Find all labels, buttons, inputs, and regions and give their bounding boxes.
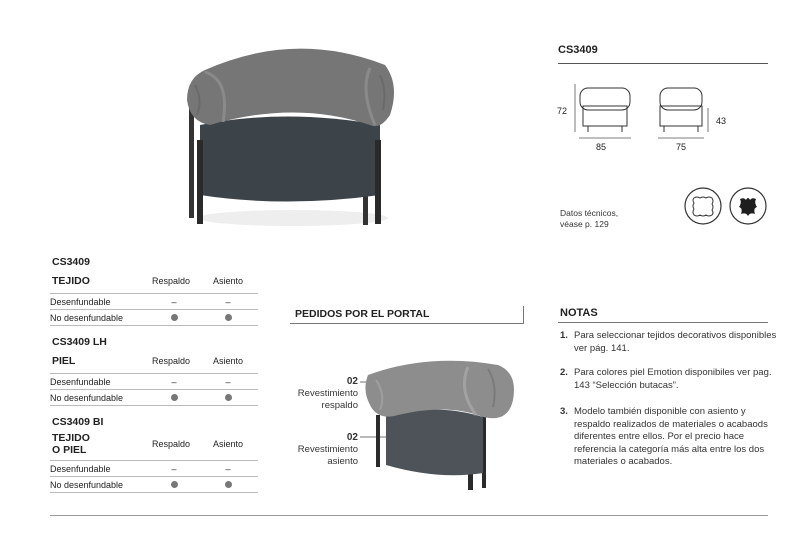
note-item-3: [560, 406, 790, 486]
cell-seat: [198, 390, 258, 406]
cell-seat: –: [198, 374, 258, 390]
bottom-rule: [50, 515, 768, 516]
table-row: [50, 461, 258, 477]
table3-material: [52, 432, 90, 456]
armchair-photo: [175, 30, 420, 235]
row-label: Desenfundable: [50, 461, 150, 477]
table-row: [50, 477, 258, 493]
leather-icon: [728, 186, 768, 226]
front-width-label: 85: [596, 142, 607, 152]
available-dot: [225, 394, 232, 401]
fabric-icon: [683, 186, 723, 226]
front-height-label: 72: [557, 106, 568, 116]
available-dot: [171, 394, 178, 401]
table3-material-line2: O PIEL: [52, 444, 87, 456]
table2-model: CS3409 LH: [52, 336, 107, 348]
note-item-2: [560, 367, 790, 393]
technical-note-line1: Datos técnicos,: [560, 208, 619, 218]
portal-title-rule-end: [523, 306, 524, 324]
seat-label-line2: asiento: [327, 456, 358, 467]
portal-title: PEDIDOS POR EL PORTAL: [295, 308, 430, 320]
table1-model: CS3409: [52, 256, 90, 268]
note-item-1: [560, 330, 790, 356]
available-dot: [171, 481, 178, 488]
note-text: Modelo también disponible con asiento y respaldo realizados de materiales o acabaods diferentes entre ellos. Por el precio hace referencia la categoría más alta entre los dos materiales o acabados.: [574, 406, 768, 467]
backrest-label-line2: respaldo: [321, 400, 358, 411]
table1: [50, 293, 258, 326]
row-label: No desenfundable: [50, 310, 150, 326]
side-depth-label: 75: [676, 142, 687, 152]
note-text: Para colores piel Emotion disponibiles ver pag. 143 “Selección butacas”.: [574, 367, 772, 391]
available-dot: [225, 481, 232, 488]
table1-col-backrest: Respaldo: [152, 276, 191, 286]
cell-seat: –: [198, 461, 258, 477]
table3-col-seat: Asiento: [213, 439, 244, 449]
cell-backrest: [150, 477, 198, 493]
table3-material-line1: TEJIDO: [52, 432, 90, 444]
cell-seat: [198, 477, 258, 493]
seat-code: 02: [346, 432, 358, 443]
cell-seat: –: [198, 294, 258, 310]
table2-col-seat: Asiento: [213, 356, 244, 366]
backrest-label-line1: Revestimiento: [297, 388, 358, 399]
table2: [50, 373, 258, 406]
side-seat-height-label: 43: [716, 116, 727, 126]
drawing-header-rule: [558, 63, 768, 64]
table-row: [50, 374, 258, 390]
row-label: No desenfundable: [50, 390, 150, 406]
technical-note: [560, 208, 618, 230]
available-dot: [225, 314, 232, 321]
backrest-code: 02: [346, 376, 358, 387]
portal-armchair-photo: [358, 355, 523, 495]
table-row: [50, 390, 258, 406]
table-row: [50, 294, 258, 310]
table-row: [50, 310, 258, 326]
note-number: 2.: [560, 367, 568, 378]
portal-title-rule: [290, 323, 524, 324]
table1-material: TEJIDO: [52, 275, 90, 287]
seat-label-line1: Revestimiento: [297, 444, 358, 455]
cell-backrest: [150, 310, 198, 326]
table3-model: CS3409 BI: [52, 416, 104, 428]
row-label: Desenfundable: [50, 374, 150, 390]
cell-backrest: –: [150, 374, 198, 390]
row-label: Desenfundable: [50, 294, 150, 310]
cell-backrest: –: [150, 294, 198, 310]
cell-backrest: –: [150, 461, 198, 477]
note-number: 1.: [560, 330, 568, 341]
table3: [50, 460, 258, 493]
seat-label: [280, 432, 358, 468]
table2-col-backrest: Respaldo: [152, 356, 191, 366]
drawing-model-code: CS3409: [558, 44, 598, 56]
note-number: 3.: [560, 406, 568, 417]
technical-note-line2: véase p. 129: [560, 219, 609, 229]
cell-backrest: [150, 390, 198, 406]
row-label: No desenfundable: [50, 477, 150, 493]
notes-title-rule: [558, 322, 768, 323]
available-dot: [171, 314, 178, 321]
backrest-label: [280, 376, 358, 412]
table2-material: PIEL: [52, 355, 76, 367]
notes-title: NOTAS: [560, 307, 598, 319]
table1-col-seat: Asiento: [213, 276, 244, 286]
cell-seat: [198, 310, 258, 326]
note-text: Para seleccionar tejidos decorativos disponibles ver pág. 141.: [574, 330, 777, 354]
table3-col-backrest: Respaldo: [152, 439, 191, 449]
